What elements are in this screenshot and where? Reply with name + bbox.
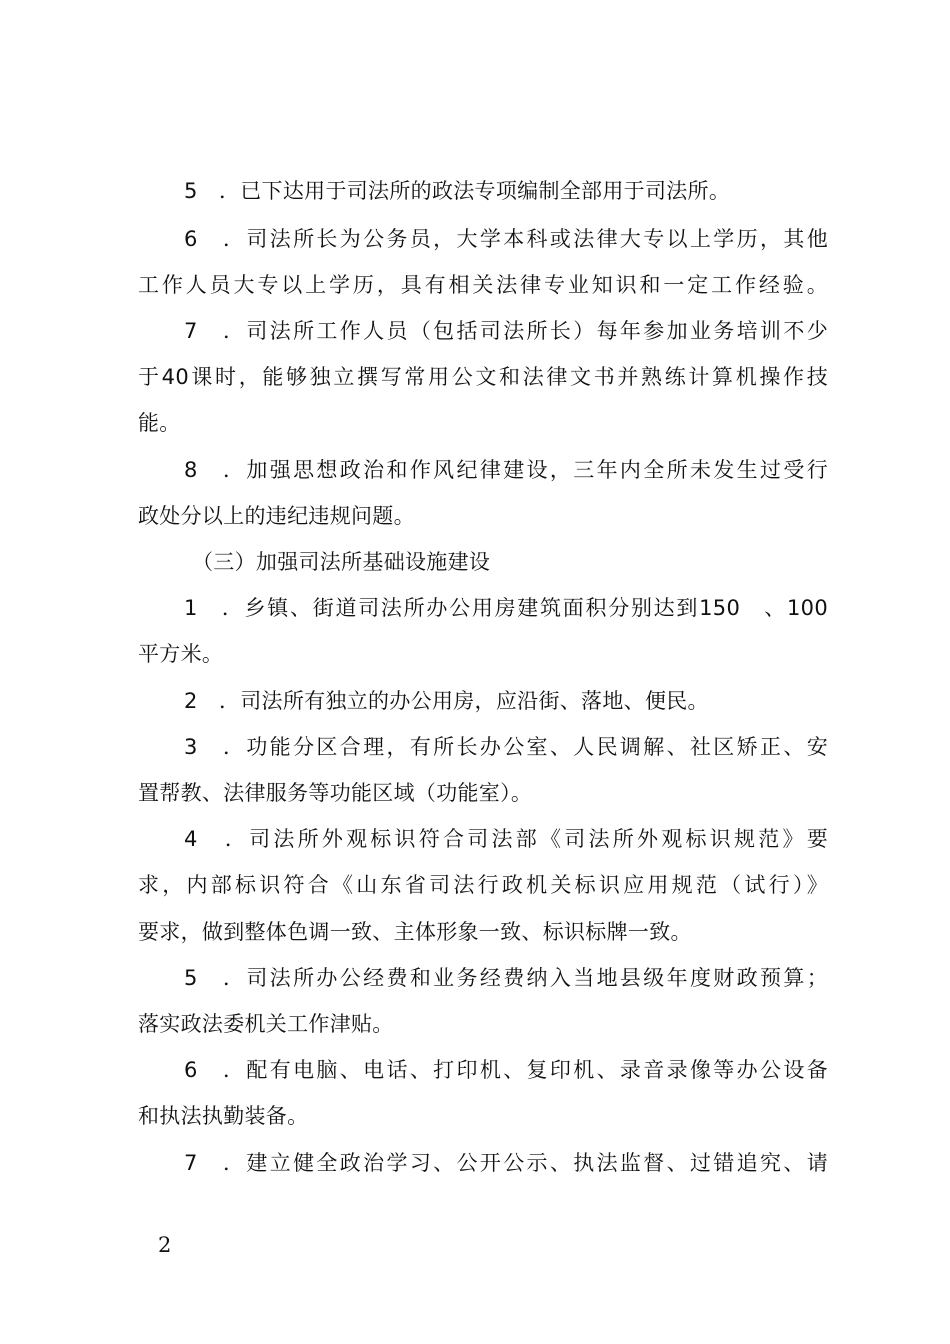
paragraph-line: 政处分以上的违纪违规问题。 (138, 504, 415, 528)
paragraph-line: 于40课时，能够独立撰写常用公文和法律文书并熟练计算机操作技 (138, 365, 828, 389)
paragraph-line: 工作人员大专以上学历，具有相关法律专业知识和一定工作经验。 (138, 273, 828, 297)
paragraph-line: 求，内部标识符合《山东省司法行政机关标识应用规范（试行）》 (138, 873, 828, 897)
paragraph-line: 落实政法委机关工作津贴。 (138, 1012, 394, 1036)
paragraph-line: 8 ．加强思想政治和作风纪律建设，三年内全所未发生过受行 (184, 458, 828, 482)
paragraph-line: 6 ．配有电脑、电话、打印机、复印机、录音录像等办公设备 (184, 1058, 828, 1082)
page-number: 2 (158, 1233, 172, 1257)
paragraph-line: 6 ．司法所长为公务员，大学本科或法律大专以上学历，其他 (184, 227, 828, 251)
paragraph-line: 1 ．乡镇、街道司法所办公用房建筑面积分别达到150 、100 (184, 596, 828, 620)
paragraph-line: 7 ．司法所工作人员（包括司法所长）每年参加业务培训不少 (184, 319, 828, 343)
paragraph-line: 3 ．功能分区合理，有所长办公室、人民调解、社区矫正、安 (184, 735, 828, 759)
paragraph-line: 5 ．司法所办公经费和业务经费纳入当地县级年度财政预算； (184, 966, 828, 990)
paragraph-line: 能。 (138, 411, 181, 435)
paragraph-line: 2 ．司法所有独立的办公用房，应沿街、落地、便民。 (184, 689, 709, 713)
paragraph-line: 4 ．司法所外观标识符合司法部《司法所外观标识规范》要 (184, 827, 828, 851)
paragraph-line: 5 ．已下达用于司法所的政法专项编制全部用于司法所。 (184, 179, 731, 203)
paragraph-line: 要求，做到整体色调一致、主体形象一致、标识标牌一致。 (138, 920, 692, 944)
paragraph-line: 7 ．建立健全政治学习、公开公示、执法监督、过错追究、请 (184, 1151, 828, 1175)
paragraph-line: 和执法执勤装备。 (138, 1104, 309, 1128)
paragraph-line: 置帮教、法律服务等功能区域（功能室）。 (138, 781, 533, 805)
paragraph-line: 平方米。 (138, 642, 224, 666)
section-heading: （三）加强司法所基础设施建设 (192, 550, 491, 574)
